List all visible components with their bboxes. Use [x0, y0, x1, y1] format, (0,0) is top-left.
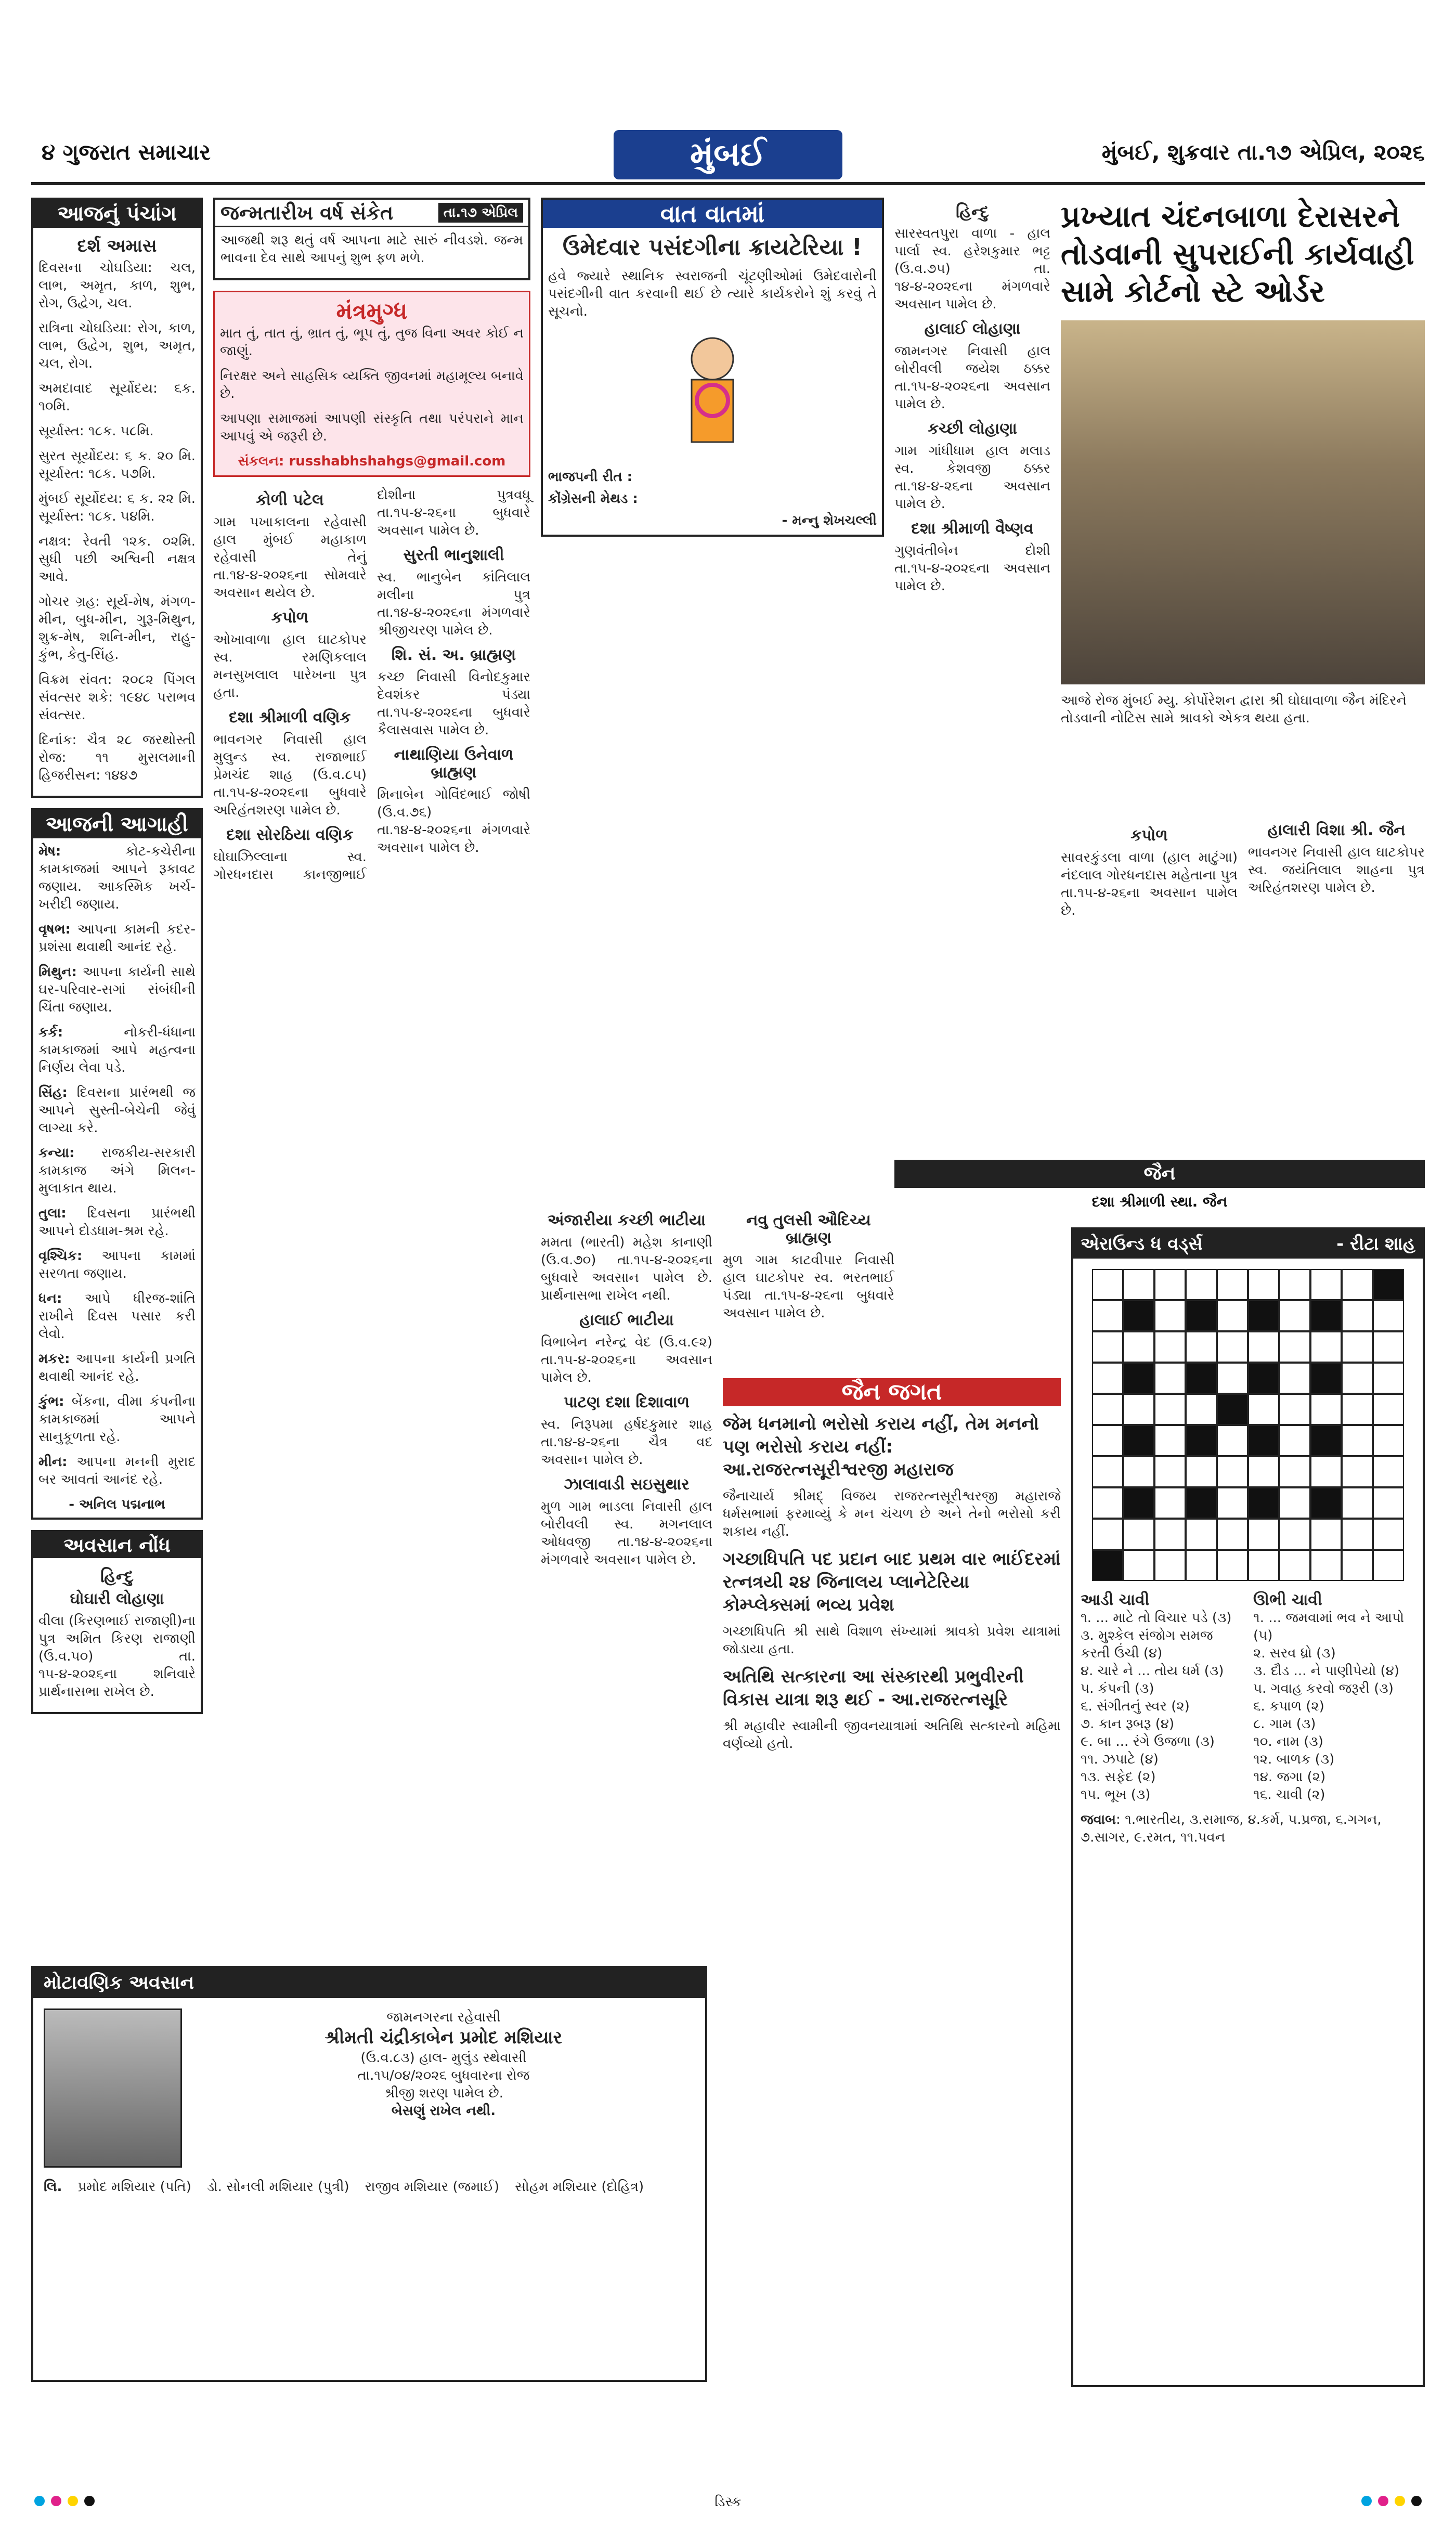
obit-community: દશા સોરઠિયા વણિક: [226, 826, 354, 844]
vaat-headline: ઉમેદવાર પસંદગીના ક્રાયટેરિયા !: [563, 234, 862, 261]
crossword-cell: [1154, 1487, 1186, 1519]
family-member: પ્રમોદ મશિયાર (પતિ): [77, 2179, 191, 2195]
sign-label: કુંભ:: [38, 1394, 64, 1409]
crossword-cell: [1373, 1300, 1404, 1331]
sign-label: મકર:: [38, 1351, 70, 1367]
crossword-cell: [1217, 1394, 1248, 1425]
clue: ૧૨. બાળક (૩): [1253, 1752, 1335, 1767]
jain-headline-1: જેમ ધનમાનો ભરોસો કરાય નહીં, તેમ મનનો પણ ભરોસો કરાય નહીં: આ.રાજરત્નસૂરીશ્વરજી મહારાજ: [723, 1414, 1039, 1480]
vaat-congress-head: કોંગ્રેસની મેથડ :: [548, 491, 638, 507]
obit-text: ભાવનગર નિવાસી હાલ ઘાટકોપર સ્વ. જયંતિલાલ શાહના પુત્ર અરિહંતશરણ પામેલ છે.: [1248, 845, 1425, 896]
crossword-cell: [1217, 1331, 1248, 1363]
avsan-name: શ્રીમતી ચંદ્રીકાબેન પ્રમોદ મશિયાર: [324, 2027, 563, 2048]
obit-text: ઓખાવાળા હાલ ઘાટકોપર સ્વ. રમણિકલાલ મનસુખલાલ પારેખના પુત્ર હતા.: [213, 632, 367, 701]
obit-community: કોળી પટેલ: [256, 491, 324, 509]
jain-jagat: [723, 1378, 1061, 2387]
aagahi-entry: [38, 1023, 196, 1077]
crossword-cell: [1310, 1456, 1342, 1487]
obit-community: ઝાલાવાડી સઇસુથાર: [564, 1475, 690, 1494]
mantramugdh-quote: આપણા સમાજમાં આપણી સંસ્કૃતિ તથા પરંપરાને માન આપવું એ જરૂરી છે.: [220, 411, 524, 444]
obit-text: મિનાબેન ગોવિંદભાઈ જોષી (ઉ.વ.૭૬) તા.૧૪-૪-૨૦૨૬ના મંગળવારે અવસાન પામેલ છે.: [377, 787, 530, 856]
obit-community: કપોળ: [1130, 826, 1168, 845]
crossword-cell: [1154, 1550, 1186, 1581]
crossword-cell: [1248, 1394, 1279, 1425]
crossword-cell: [1217, 1363, 1248, 1394]
obit-community: સુરતી ભાનુશાલી: [403, 546, 504, 564]
panchang-line: સૂર્યાસ્ત: ૧૮ક. ૫૮મિ.: [38, 423, 154, 439]
crossword-cell: [1248, 1331, 1279, 1363]
crossword-cell: [1217, 1487, 1248, 1519]
crossword-cell: [1342, 1456, 1373, 1487]
crossword-cell: [1092, 1363, 1123, 1394]
clue: ૧૪. જગા (૨): [1253, 1769, 1326, 1785]
crossword-cell: [1248, 1550, 1279, 1581]
down-clues: [1253, 1591, 1415, 1804]
mantramugdh-quote: નિરક્ષર અને સાહસિક વ્યક્તિ જીવનમાં મહામૂલ્ય બનાવે છે.: [220, 368, 524, 401]
obit-text: કચ્છ નિવાસી વિનોદકુમાર દેવશંકર પંડ્યા તા.૧૫-૪-૨૦૨૬ના બુધવારે કૈલાસવાસ પામેલ છે.: [377, 669, 530, 738]
crossword-cell: [1279, 1363, 1310, 1394]
down-title: ઊભી ચાવી: [1253, 1591, 1322, 1609]
obit-community: હાલારી વિશા શ્રી. જૈન: [1267, 821, 1406, 839]
sign-label: વૃશ્ચિક:: [38, 1248, 83, 1264]
panchang-title: આજનું પંચાંગ: [33, 200, 201, 228]
crossword-cell: [1186, 1425, 1217, 1456]
crossword-cell: [1217, 1550, 1248, 1581]
obit-text: સ્વ. ભાનુબેન કાંતિલાલ મલીના પુત્ર તા.૧૪-૪-૨૦૨૬ના મંગળવારે શ્રીજીચરણ પામેલ છે.: [377, 569, 530, 638]
obit-community: દશા શ્રીમાળી વણિક: [229, 708, 351, 727]
sign-text: દિવસના પ્રારંભથી જ આપને સુસ્તી-બેચેની જેવું લાગ્યા કરે.: [38, 1085, 196, 1136]
aagahi-entry: [38, 1290, 196, 1343]
aagahi-entry: [38, 921, 196, 956]
sign-label: કન્યા:: [38, 1145, 75, 1161]
crossword-cell: [1310, 1363, 1342, 1394]
crossword-cell: [1123, 1425, 1154, 1456]
panchang-line: વિક્રમ સંવત: ૨૦૮૨ પિંગલ સંવત્સર શકે: ૧૯૪૮ પરાભવ સંવત્સર.: [38, 672, 196, 723]
family-member: રાજીવ મશિયાર (જમાઈ): [365, 2179, 500, 2195]
crossword-cell: [1123, 1394, 1154, 1425]
avsan-place: જામનગરના રહેવાસી: [386, 2010, 501, 2025]
main-caption: આજે રોજ મુંબઈ મ્યુ. કોર્પોરેશન દ્વારા શ્રી ઘોઘાવાળા જૈન મંદિરને તોડવાની નોટિસ સામે શ્રાવકો એકત્ર થયા હતા.: [1061, 693, 1407, 726]
aagahi-entry: [38, 1204, 196, 1240]
obit-text: સ્વ. નિરૂપમા હર્ષદકુમાર શાહ તા.૧૪-૪-૨૬ના ચૈત્ર વદ અવસાન પામેલ છે.: [541, 1417, 712, 1468]
crossword-cell: [1279, 1331, 1310, 1363]
jain-text-1: જૈનાચાર્ય શ્રીમદ્ વિજય રાજરત્નસૂરીશ્વરજી મહારાજે ધર્મસભામાં ફરમાવ્યું કે મન ચંચળ છે અને તેનો ભરોસો કરી શકાય નહીં.: [723, 1488, 1061, 1539]
crossword-cell: [1123, 1487, 1154, 1519]
crossword-cell: [1123, 1456, 1154, 1487]
modern-avsan-title: મોટાવણિક અવસાન: [33, 1968, 705, 1998]
avsan-date: તા.૧૫/૦૪/૨૦૨૬ બુધવારના રોજ: [357, 2068, 530, 2083]
crossword-cell: [1248, 1363, 1279, 1394]
aagahi-title: આજની આગાહી: [33, 810, 201, 838]
crossword-cell: [1123, 1363, 1154, 1394]
crossword-cell: [1186, 1300, 1217, 1331]
sign-label: તુલા:: [38, 1206, 67, 1221]
crossword-cell: [1186, 1519, 1217, 1550]
crossword-cell: [1217, 1425, 1248, 1456]
crossword-cell: [1092, 1425, 1123, 1456]
obits-area: [213, 486, 530, 884]
crossword-cell: [1248, 1456, 1279, 1487]
avsan-note: બેસણું રાખેલ નથી.: [391, 2103, 496, 2119]
jain-headline-2: ગચ્છાધિપતિ પદ પ્રદાન બાદ પ્રથમ વાર ભાઈંદરમાં રત્નત્રયી ૨૪ જિનાલય પ્લાનેટેરિયા કોમ્પ્લેક્સમાં ભવ્ય પ્રવેશ: [723, 1549, 1061, 1615]
modern-avsan: [31, 1966, 707, 2382]
obit-text: મમતા (ભારતી) મહેશ કાનાણી (ઉ.વ.૭૦) તા.૧૫-૪-૨૦૨૬ના બુધવારે અવસાન પામેલ છે. પ્રાર્થનાસભા રાખેલ નથી.: [541, 1235, 712, 1303]
crossword-cell: [1154, 1519, 1186, 1550]
sign-label: વૃષભ:: [38, 922, 71, 937]
obit-community: કચ્છી લોહાણા: [928, 420, 1017, 438]
panchang-line: દિવસના ચોઘડિયા: ચલ, લાભ, અમૃત, કાળ, શુભ, રોગ, ઉદ્વેગ, ચલ.: [38, 260, 196, 311]
crossword-cell: [1154, 1394, 1186, 1425]
crossword-cell: [1154, 1363, 1186, 1394]
crossword-cell: [1279, 1394, 1310, 1425]
sign-text: કોટ-કચેરીના કામકાજમાં આપને રૂકાવટ જણાય. આકસ્મિક ખર્ચ-ખરીદી જણાય.: [38, 844, 196, 912]
crossword-cell: [1342, 1394, 1373, 1425]
crossword-cell: [1154, 1456, 1186, 1487]
family-member: સોહમ મશિયાર (દોહિત્ર): [515, 2179, 644, 2195]
crossword-cell: [1217, 1456, 1248, 1487]
crossword-box: [1071, 1227, 1425, 2387]
mantramugdh-title: મંત્રમુગ્ધ: [336, 298, 408, 325]
right-obits: [1061, 822, 1425, 1144]
clue: ૫. ગવાહ કરવો જરૂરી (૩): [1253, 1681, 1394, 1696]
crossword-cell: [1154, 1425, 1186, 1456]
crossword-cell: [1310, 1487, 1342, 1519]
clue: ૧. ... જમવામાં ભવ ને આપો (૫): [1253, 1610, 1405, 1643]
crossword-cell: [1186, 1487, 1217, 1519]
crossword-cell: [1342, 1550, 1373, 1581]
page-header-left: ૪ ગુજરાત સમાચાર: [42, 139, 211, 165]
clue: ૩. મુશ્કેલ સંજોગ સમજ કરતી ઉંચી (૪): [1081, 1628, 1213, 1661]
obit-text: સારસ્વતપુરા વાળા - હાલ પાર્લા સ્વ. હરેશકુમાર ભટ્ટ (ઉ.વ.૭૫) તા. ૧૪-૪-૨૦૨૬ના મંગળવારે અવસાન પામેલ છે.: [894, 226, 1050, 312]
crossword-cell: [1186, 1331, 1217, 1363]
crossword-cell: [1092, 1519, 1123, 1550]
clue: ૭. કાન રૂબરૂ (૪): [1081, 1716, 1175, 1732]
jain-text-2: ગચ્છાધિપતિ શ્રી સાથે વિશાળ સંખ્યામાં શ્રાવકો પ્રવેશ યાત્રામાં જોડાયા હતા.: [723, 1624, 1061, 1657]
crossword-cell: [1092, 1331, 1123, 1363]
panchang-line: અમદાવાદ સૂર્યોદય: ૬ક. ૧૦મિ.: [38, 381, 196, 414]
crossword-cell: [1342, 1425, 1373, 1456]
crossword-cell: [1123, 1300, 1154, 1331]
avsan-community: ઘોઘારી લોહાણા: [70, 1590, 164, 1608]
panchang-line: ગોચર ગ્રહ: સૂર્ય-મેષ, મંગળ-મીન, બુધ-મીન, ગુરૂ-મિથુન, શુક્ર-મેષ, શનિ-મીન, રાહુ-કુંભ, કેતુ-સિંહ.: [38, 594, 196, 663]
clue: ૧૬. ચાવી (૨): [1253, 1787, 1325, 1803]
obit-text: મુળ ગામ ભાડલા નિવાસી હાલ બોરીવલી સ્વ. મગનલાલ ઓધવજી તા.૧૪-૪-૨૦૨૬ના મંગળવારે અવસાન પામેલ છે.: [541, 1499, 712, 1567]
across-title: આડી ચાવી: [1081, 1591, 1150, 1609]
crossword-cell: [1092, 1456, 1123, 1487]
clue: ૪. ચારે ને ... તોય ધર્મ (૩): [1081, 1663, 1224, 1679]
clue: ૬. સંગીતનું સ્વર (૨): [1081, 1699, 1190, 1714]
main-headline: પ્રખ્યાત ચંદનબાળા દેરાસરને તોડવાની સુપરાઈની કાર્યવાહી સામે કોર્ટનો સ્ટે ઓર્ડર: [1061, 199, 1414, 309]
crossword-author: - રીટા શાહ: [1336, 1234, 1415, 1254]
sign-text: દિવસના પ્રારંભથી આપને દોડધામ-શ્રમ રહે.: [38, 1206, 196, 1239]
sign-label: સિંહ:: [38, 1085, 68, 1100]
clue: ૯. બા ... રંગે ઉજળા (૩): [1081, 1734, 1215, 1750]
crossword-answers: જવાબ: ૧.ભારતીય, ૩.સમાજ, ૪.કર્મ, ૫.પ્રજા, ૬.ગગન, ૭.સાગર, ૯.રમત, ૧૧.પવન: [1081, 1812, 1382, 1845]
avsan-age: (ઉ.વ.૮૩) હાલ- મુલુંડ સ્થેવાસી: [360, 2050, 527, 2066]
crossword-cell: [1310, 1394, 1342, 1425]
avsan-subtitle: હિન્દુ: [100, 1566, 134, 1586]
clue: ૧. ... માટે તો વિચાર પડે (૩): [1081, 1610, 1232, 1626]
obit-community: દશા શ્રીમાળી વૈષ્ણવ: [911, 520, 1034, 538]
sign-text: રાજકીય-સરકારી કામકાજ અંગે મિલન-મુલાકાત થાય.: [38, 1145, 196, 1196]
vaat-text: હવે જ્યારે સ્થાનિક સ્વરાજની ચૂંટણીઓમાં ઉમેદવારોની પસંદગીની વાત કરવાની થઈ છે ત્યારે કાર્યકરોને શું કરવું તે સૂચનો.: [548, 268, 877, 319]
aagahi-entry: [38, 1247, 196, 1282]
sign-label: ધન:: [38, 1291, 62, 1306]
right-top-hindu: હિન્દુ: [956, 202, 989, 222]
vaat-footer-head: ભાજપની રીત :: [548, 469, 633, 485]
crossword-cell: [1373, 1550, 1404, 1581]
jain-headline-3: અતિથિ સત્કારના આ સંસ્કારથી પ્રભુવીરની વિકાસ યાત્રા શરૂ થઈ - આ.રાજરત્નસૂરિ: [723, 1666, 1024, 1710]
clue: ૧૩. સફેદ (૨): [1081, 1769, 1156, 1785]
crossword-cell: [1186, 1363, 1217, 1394]
vaat-author: - મન્નુ શેખચલ્લી: [782, 513, 877, 528]
crossword-cell: [1248, 1425, 1279, 1456]
avsan-nondh-box: [31, 1530, 203, 1714]
page-header-date: મુંબઈ, શુક્રવાર તા.૧૭ એપ્રિલ, ૨૦૨૬: [1101, 139, 1425, 165]
crossword-cell: [1123, 1269, 1154, 1300]
crossword-cell: [1342, 1269, 1373, 1300]
aagahi-author: - અનિલ પદ્મનાભ: [69, 1497, 165, 1512]
main-story: [1061, 198, 1425, 811]
crossword-cell: [1373, 1394, 1404, 1425]
sign-text: આપે ધીરજ-શાંતિ રાખીને દિવસ પસાર કરી લેવો.: [38, 1291, 196, 1342]
avsan-tag: લિ.: [44, 2179, 62, 2195]
clue: ૮. ગામ (૩): [1253, 1716, 1316, 1732]
vaat-box: [541, 198, 884, 537]
clue: ૧૧. ઝપાટે (૪): [1081, 1752, 1159, 1767]
crossword-cell: [1373, 1487, 1404, 1519]
crossword-cell: [1373, 1331, 1404, 1363]
crossword-cell: [1248, 1269, 1279, 1300]
crossword-cell: [1279, 1487, 1310, 1519]
jain-text-3: શ્રી મહાવીર સ્વામીની જીવનયાત્રામાં અતિથિ સત્કારનો મહિમા વર્ણવ્યો હતો.: [723, 1718, 1061, 1752]
crossword-cell: [1123, 1331, 1154, 1363]
obit-text: ગામ ગાંધીધામ હાલ મલાડ સ્વ. કેશવજી ઠક્કર તા.૧૪-૪-૨૬ના અવસાન પામેલ છે.: [894, 443, 1050, 512]
crossword-cell: [1092, 1300, 1123, 1331]
crossword-cell: [1186, 1456, 1217, 1487]
footer-page: ડિસ્ક: [714, 2494, 742, 2510]
panchang-line: દિનાંક: ચૈત્ર ૨૮ જરથોસ્તી રોજ: ૧૧ મુસલમાની હિજરીસન: ૧૪૪૭: [38, 732, 196, 783]
crossword-cell: [1248, 1300, 1279, 1331]
deceased-photo: [44, 2008, 182, 2168]
crossword-cell: [1092, 1487, 1123, 1519]
crossword-cell: [1217, 1519, 1248, 1550]
obit-text: મુળ ગામ કાટવીપાર નિવાસી હાલ ઘાટકોપર સ્વ. ભરતભાઈ પંડ્યા તા.૧૫-૪-૨૬ના બુધવારે અવસાન પામેલ છે.: [723, 1252, 894, 1321]
mantramugdh-box: [213, 291, 530, 477]
crossword-cell: [1186, 1269, 1217, 1300]
clue: ૬. કપાળ (૨): [1253, 1699, 1324, 1714]
sign-label: મેષ:: [38, 844, 61, 859]
panchang-line: નક્ષત્ર: રેવતી ૧૨ક. ૦૨મિ. સુધી પછી અશ્વિની નક્ષત્ર આવે.: [38, 534, 196, 585]
crossword-cell: [1186, 1394, 1217, 1425]
sign-text: આપના મનની મુરાદ બર આવતાં આનંદ રહે.: [38, 1454, 196, 1487]
jain-label-title: જૈન: [894, 1160, 1425, 1188]
column-three-lower: [541, 1207, 712, 1935]
janmatithi-date: તા.૧૭ એપ્રિલ: [438, 203, 523, 223]
sign-text: આપના કાર્યની પ્રગતિ થવાથી આનંદ રહે.: [38, 1351, 196, 1384]
panchang-box: [31, 198, 203, 798]
clue: ૧૦. નામ (૩): [1253, 1734, 1323, 1750]
section-title-mumbai: મુંબઈ: [614, 130, 842, 179]
avsan-family: [33, 2178, 705, 2196]
obit-text: જામનગર નિવાસી હાલ બોરીવલી જયેશ ઠક્કર તા.૧૫-૪-૨૦૨૬ના અવસાન પામેલ છે.: [894, 343, 1050, 412]
answers-title: જવાબ: [1081, 1812, 1116, 1828]
jain-label: [894, 1160, 1425, 1212]
crossword-cell: [1279, 1519, 1310, 1550]
cartoon-illustration: [655, 328, 770, 463]
obit-community: નવુ તુલસી ઔદિચ્ય બ્રાહ્મણ: [746, 1211, 871, 1247]
mantramugdh-contact: સંકલન: russhabhshahgs@gmail.com: [238, 453, 506, 469]
crossword-cell: [1092, 1269, 1123, 1300]
crossword-cell: [1279, 1425, 1310, 1456]
obit-text: વિભાબેન નરેન્દ્ર વેદ (ઉ.વ.૯૨) તા.૧૫-૪-૨૦૨૬ના અવસાન પામેલ છે.: [541, 1334, 712, 1385]
crossword-cell: [1279, 1456, 1310, 1487]
crossword-cell: [1310, 1269, 1342, 1300]
footer-color-strip: [31, 2496, 1425, 2508]
crossword-cell: [1310, 1331, 1342, 1363]
avsan-text: વીલા (કિરણભાઈ રાજાણી)ના પુત્ર અમિત કિરણ રાજાણી (ઉ.વ.૫૦) તા. ૧૫-૪-૨૦૨૬ના શનિવારે પ્રાર્થનાસભા રાખેલ છે.: [38, 1613, 196, 1700]
sign-text: બેંકના, વીમા કંપનીના કામકાજમાં આપને સાનુકૂળતા રહે.: [38, 1394, 196, 1445]
crossword-cell: [1217, 1269, 1248, 1300]
crossword-cell: [1154, 1331, 1186, 1363]
aagahi-entry: [38, 1393, 196, 1446]
aagahi-entry: [38, 1350, 196, 1385]
crossword-cell: [1342, 1487, 1373, 1519]
crossword-cell: [1310, 1519, 1342, 1550]
crossword-clues: [1073, 1591, 1423, 1804]
obit-community: શિ. સં. અ. બ્રાહ્મણ: [391, 646, 516, 664]
janmatithi-text: આજથી શરૂ થતું વર્ષ આપના માટે સારું નીવડશે. જન્મ ભાવના દેવ સાથે આપનું શુભ ફળ મળે.: [220, 232, 523, 266]
sign-label: મીન:: [38, 1454, 68, 1470]
column-four: [894, 198, 1050, 1186]
obit-community: કપોળ: [271, 608, 309, 627]
crossword-cell: [1373, 1456, 1404, 1487]
panchang-line: રાત્રિના ચોઘડિયા: રોગ, કાળ, લાભ, ઉદ્વેગ, શુભ, અમૃત, ચલ, રોગ.: [38, 320, 196, 371]
crossword-header: [1073, 1229, 1423, 1259]
crossword-cell: [1373, 1269, 1404, 1300]
aagahi-entry: [38, 1453, 196, 1488]
crossword-cell: [1092, 1394, 1123, 1425]
crossword-cell: [1248, 1519, 1279, 1550]
obit-community: અંજારીયા કચ્છી ભાટીયા: [548, 1211, 706, 1229]
crossword-title: એરાઉન્ડ ધ વર્ડ્સ: [1081, 1234, 1203, 1254]
header-rule: [31, 182, 1425, 185]
panchang-line: સુરત સૂર્યોદય: ૬ ક. ૨૦ મિ. સૂર્યાસ્ત: ૧૮ક. ૫૭મિ.: [38, 448, 196, 482]
clue: ૩. દૌડ ... ને પાણીપેયો (૪): [1253, 1663, 1399, 1679]
avsan-dev: શ્રીજી શરણ પામેલ છે.: [383, 2085, 504, 2101]
crossword-cell: [1154, 1300, 1186, 1331]
obit-community: પાટણ દશા દિશાવાળ: [563, 1393, 690, 1411]
mantramugdh-quote: માત તું, તાત તું, ભ્રાત તું, ભૂપ તું, તુજ વિના અવર કોઈ ન જાણું.: [220, 326, 524, 359]
sign-label: મિથુન:: [38, 964, 77, 980]
obit-text: ઘોઘાઝિલ્લાના સ્વ. ગોરધનદાસ કાનજીભાઈ દોશીના પુત્રવધૂ તા.૧૫-૪-૨૬ના બુધવારે અવસાન પામેલ છે.: [213, 487, 530, 883]
crossword-cell: [1123, 1519, 1154, 1550]
crossword-cell: [1217, 1300, 1248, 1331]
aagahi-entry: [38, 1084, 196, 1137]
crossword-cell: [1279, 1300, 1310, 1331]
obit-text: ગુણવંતીબેન દોશી તા.૧૫-૪-૨૦૨૬ના અવસાન પામેલ છે.: [894, 543, 1050, 594]
obit-text: ગામ પખાકાલના રહેવાસી હાલ મુંબઈ મહાકાળ રહેવાસી તેનું તા.૧૪-૪-૨૦૨૬ના સોમવારે અવસાન થયેલ છે.: [213, 514, 367, 601]
clue: ૧૫. ભૂખ (૩): [1081, 1787, 1151, 1803]
vaat-title: વાત વાતમાં: [543, 200, 882, 228]
crossword-cell: [1123, 1550, 1154, 1581]
avsan-nondh-title: અવસાન નોંધ: [33, 1532, 201, 1558]
aagahi-box: [31, 808, 203, 1520]
crossword-cell: [1310, 1300, 1342, 1331]
crossword-cell: [1342, 1519, 1373, 1550]
crossword-cell: [1373, 1425, 1404, 1456]
panchang-day: દર્શ અમાસ: [77, 236, 157, 256]
crossword-cell: [1373, 1519, 1404, 1550]
color-dots-right: [1358, 2496, 1425, 2508]
sign-text: આપના કામની કદર-પ્રશંસા થવાથી આનંદ રહે.: [38, 922, 196, 955]
crossword-cell: [1279, 1269, 1310, 1300]
aagahi-entry: [38, 1144, 196, 1197]
obit-community: હાલાઈ ભાટીયા: [579, 1311, 674, 1329]
crossword-cell: [1154, 1269, 1186, 1300]
crossword-cell: [1310, 1550, 1342, 1581]
crossword-cell: [1248, 1487, 1279, 1519]
crossword-cell: [1342, 1300, 1373, 1331]
sign-label: કર્ક:: [38, 1025, 63, 1040]
obit-community: નાથાણિયા ઉનેવાળ બ્રાહ્મણ: [394, 746, 514, 782]
obit-community: હાલાઈ લોહાણા: [924, 320, 1021, 338]
crossword-cell: [1342, 1331, 1373, 1363]
sign-text: આપના કાર્યની સાથે ઘર-પરિવાર-સગાં સંબંધીની ચિંતા જણાય.: [38, 964, 196, 1015]
panchang-line: મુંબઈ સૂર્યોદય: ૬ ક. ૨૨ મિ. સૂર્યાસ્ત: ૧૮ક. ૫૪મિ.: [38, 491, 196, 524]
crossword-cell: [1373, 1363, 1404, 1394]
sign-text: આપના કામમાં સરળતા જણાય.: [38, 1248, 196, 1281]
clue: ૫. કંપની (૩): [1081, 1681, 1154, 1696]
crossword-cell: [1092, 1550, 1123, 1581]
aagahi-entry: [38, 963, 196, 1016]
color-dots-left: [31, 2496, 98, 2508]
janmatithi-title: જન્મતારીખ વર્ષ સંકેત: [220, 201, 394, 224]
across-clues: [1081, 1591, 1243, 1804]
crossword-cell: [1342, 1363, 1373, 1394]
janmatithi-box: [213, 198, 530, 280]
obit-text: ભાવનગર નિવાસી હાલ મુલુન્ડ સ્વ. રાજાભાઈ પ્રેમચંદ શાહ (ઉ.વ.૮૫) તા.૧૫-૪-૨૦૨૬ના બુધવારે અરિહંતશરણ પામેલ છે.: [213, 732, 367, 818]
column-two: [213, 198, 530, 1940]
crossword-cell: [1186, 1550, 1217, 1581]
aagahi-entry: [38, 843, 196, 913]
jain-label-subtitle: દશા શ્રીમાળી સ્થા. જૈન: [1091, 1193, 1228, 1210]
sign-text: નોકરી-ધંધાના કામકાજમાં આપે મહત્વના નિર્ણય લેવા પડે.: [38, 1025, 196, 1075]
clue: ૨. સરવ ધ્રો (૩): [1253, 1645, 1336, 1661]
crossword-cell: [1310, 1425, 1342, 1456]
answers-text: ૧.ભારતીય, ૩.સમાજ, ૪.કર્મ, ૫.પ્રજા, ૬.ગગન, ૭.સાગર, ૯.રમત, ૧૧.પવન: [1081, 1812, 1382, 1845]
temple-photo: [1061, 320, 1425, 684]
crossword-grid: [1092, 1269, 1404, 1581]
jain-jagat-title: જૈન જગત: [723, 1378, 1061, 1406]
obit-text: સાવરકુંડલા વાળા (હાલ માટુંગા) નંદલાલ ગોરધનદાસ મહેતાના પુત્ર તા.૧૫-૪-૨૬ના અવસાન પામેલ છે.: [1061, 850, 1238, 918]
family-member: ડો. સોનલી મશિયાર (પુત્રી): [206, 2179, 349, 2195]
crossword-cell: [1279, 1550, 1310, 1581]
column-three: [541, 198, 884, 1186]
left-column: [31, 198, 203, 1940]
